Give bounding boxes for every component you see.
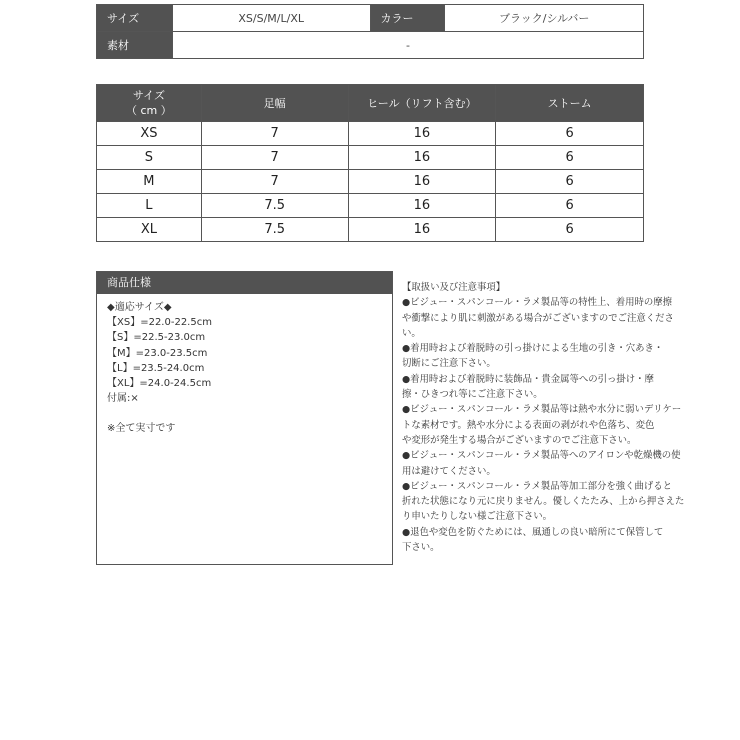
notes-line: ●ビジュー・スパンコール・ラメ製品等の特性上、着用時の摩擦 <box>402 297 673 309</box>
cell-foot-width: 7 <box>201 122 348 146</box>
spec-line: 付属:× <box>107 393 139 405</box>
notes-line: 下さい。 <box>402 542 440 554</box>
cell-heel: 16 <box>348 194 496 218</box>
cell-size: M <box>97 170 202 194</box>
header-size-label: サイズ <box>132 89 165 102</box>
size-label: サイズ <box>97 5 173 32</box>
spec-spacer <box>107 406 392 421</box>
cell-storm: 6 <box>496 218 644 242</box>
color-value: ブラック/シルバー <box>445 5 644 32</box>
size-value: XS/S/M/L/XL <box>172 5 370 32</box>
spec-body <box>97 294 392 437</box>
cell-size: L <box>97 194 202 218</box>
notes-line: ●ビジュー・スパンコール・ラメ製品等は熱や水分に弱いデリケー <box>402 404 682 416</box>
handling-notes <box>402 280 685 555</box>
notes-line: や衝撃により肌に刺激がある場合がございますのでご注意くださ <box>402 312 674 324</box>
info-row-material <box>97 32 644 59</box>
cell-storm: 6 <box>496 194 644 218</box>
cell-size: XL <box>97 218 202 242</box>
table-row <box>97 170 644 194</box>
header-size-unit: （ cm ） <box>126 104 172 117</box>
notes-line: ●ビジュー・スパンコール・ラメ製品等加工部分を強く曲げると <box>402 480 673 492</box>
cell-heel: 16 <box>348 122 496 146</box>
cell-size: S <box>97 146 202 170</box>
cell-heel: 16 <box>348 170 496 194</box>
header-storm: ストーム <box>496 85 644 122</box>
cell-foot-width: 7.5 <box>201 218 348 242</box>
table-row <box>97 122 644 146</box>
notes-line: 折れた状態になり元に戻りません。優しくたたみ、上から押さえた <box>402 496 685 508</box>
spec-line: 【XL】=24.0-24.5cm <box>107 378 212 390</box>
cell-size: XS <box>97 122 202 146</box>
product-info-table <box>96 4 644 59</box>
spec-title: 商品仕様 <box>97 272 392 294</box>
notes-line: ●着用時および着脱時の引っ掛けによる生地の引き・穴あき・ <box>402 343 664 355</box>
product-spec-box <box>96 271 393 565</box>
notes-line: ●着用時および着脱時に装飾品・貴金属等への引っ掛け・摩 <box>402 373 654 385</box>
spec-line: ※全て実寸です <box>107 423 176 435</box>
material-label: 素材 <box>97 32 173 59</box>
spec-line: 【M】=23.0-23.5cm <box>107 347 208 359</box>
spec-line: 【S】=22.5-23.0cm <box>107 332 206 344</box>
notes-line: 擦・ひきつれ等にご注意下さい。 <box>402 389 543 401</box>
notes-line: り申いたりしない様ご注意下さい。 <box>402 511 553 523</box>
spec-line: ◆適応サイズ◆ <box>107 302 172 313</box>
notes-line: や変形が発生する場合がございますのでご注意下さい。 <box>402 434 637 446</box>
notes-line: 用は避けてください。 <box>402 465 496 477</box>
spec-line: 【L】=23.5-24.0cm <box>107 362 205 374</box>
spec-line: 【XS】=22.0-22.5cm <box>107 317 212 329</box>
table-row <box>97 146 644 170</box>
table-row <box>97 194 644 218</box>
notes-line: 切断にご注意下さい。 <box>402 358 496 370</box>
cell-storm: 6 <box>496 170 644 194</box>
info-row-size-color <box>97 5 644 32</box>
cell-storm: 6 <box>496 122 644 146</box>
material-value: - <box>172 32 643 59</box>
header-heel: ヒール（リフト含む） <box>348 85 496 122</box>
color-label: カラー <box>370 5 445 32</box>
notes-line: ●ビジュー・スパンコール・ラメ製品等へのアイロンや乾燥機の使 <box>402 450 681 462</box>
notes-line: い。 <box>402 327 421 339</box>
cell-foot-width: 7 <box>201 146 348 170</box>
header-foot-width: 足幅 <box>201 85 348 122</box>
cell-heel: 16 <box>348 218 496 242</box>
notes-title: 【取扱い及び注意事項】 <box>402 282 506 293</box>
size-chart-header-row <box>97 85 644 122</box>
size-chart-table <box>96 84 644 242</box>
cell-foot-width: 7 <box>201 170 348 194</box>
notes-line: ●退色や変色を防ぐためには、風通しの良い暗所にて保管して <box>402 526 664 538</box>
cell-storm: 6 <box>496 146 644 170</box>
notes-line: トな素材です。熱や水分による表面の剥がれや色落ち、変色 <box>402 419 655 431</box>
cell-heel: 16 <box>348 146 496 170</box>
table-row <box>97 218 644 242</box>
cell-foot-width: 7.5 <box>201 194 348 218</box>
header-size <box>97 85 202 122</box>
